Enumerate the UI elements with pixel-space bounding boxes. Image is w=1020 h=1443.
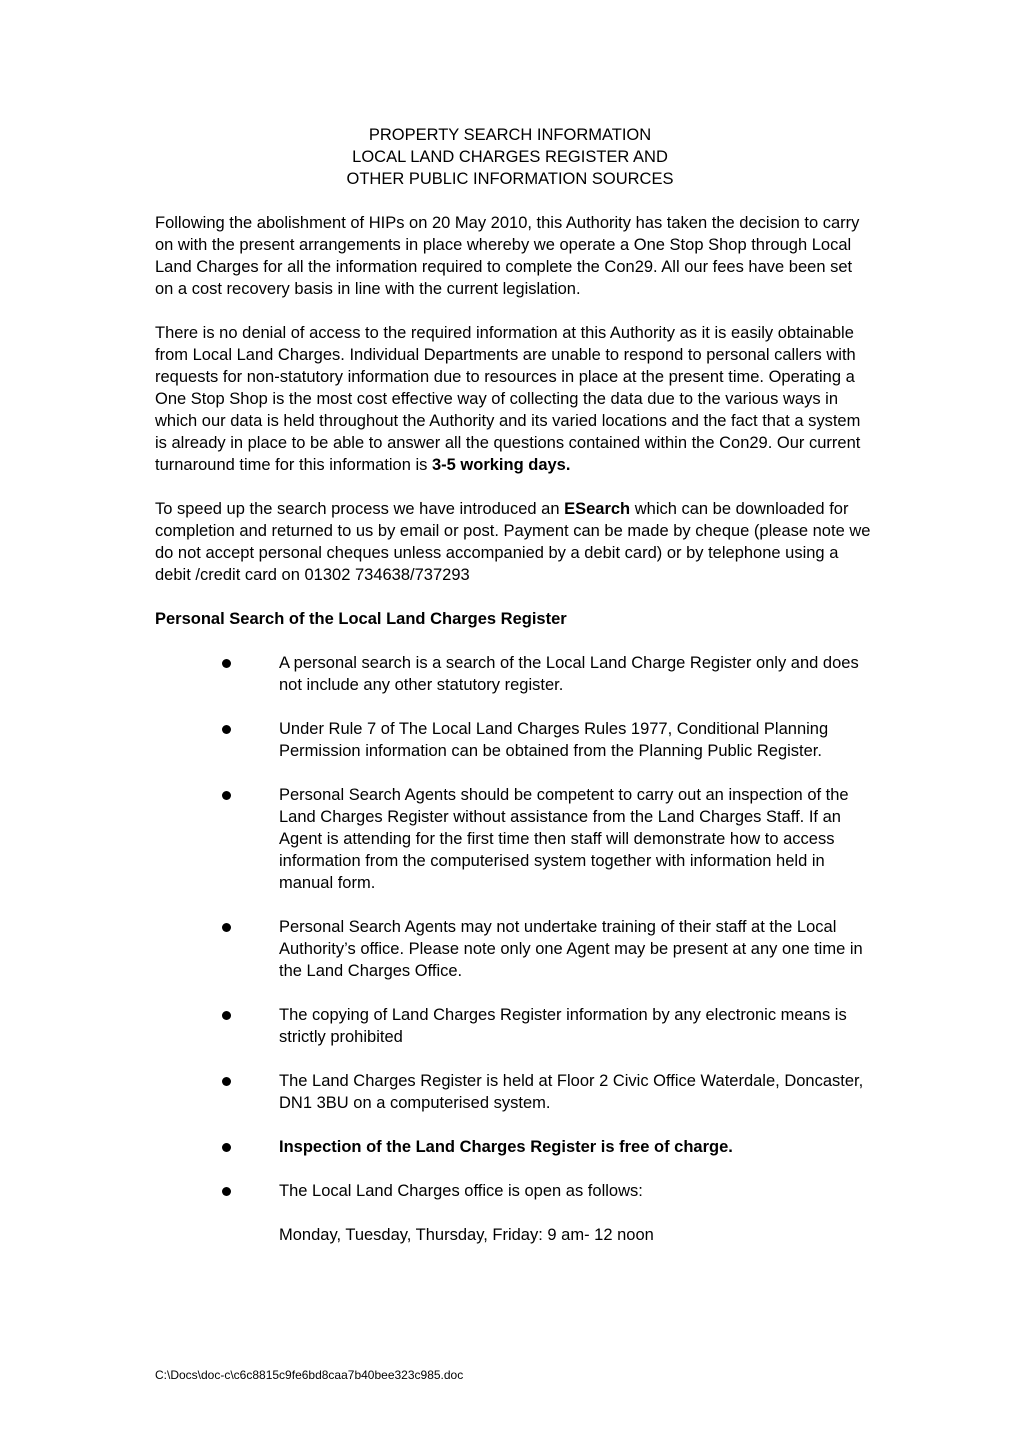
paragraph-esearch xyxy=(155,498,875,586)
bullet-item xyxy=(155,718,875,762)
personal-search-bullet-list xyxy=(155,652,875,1202)
bullet-item xyxy=(155,916,875,982)
paragraph-hips: Following the abolishment of HIPs on 20 May 2010, this Authority has taken the decision to carry on with the present arrangements in place whereby we operate a One Stop Shop through Local Land Charges for all the information required to complete the Con29. All our fees have been set on a cost recovery basis in line with the current legislation. xyxy=(155,214,860,298)
bullet-dot-icon xyxy=(222,1187,231,1196)
bullet-dot-icon xyxy=(222,791,231,800)
footer-file-path: C:\Docs\doc-c\c6c8815c9fe6bd8caa7b40bee323c985.doc xyxy=(155,1368,464,1382)
esearch-term: ESearch xyxy=(564,500,631,518)
paragraph-access xyxy=(155,322,875,476)
bullet-item xyxy=(155,1070,875,1114)
document-title xyxy=(0,124,1020,190)
bullet-item xyxy=(155,784,875,894)
bullet-text: The copying of Land Charges Register information by any electronic means is strictly prohibited xyxy=(279,1006,847,1046)
bullet-item xyxy=(155,1136,875,1158)
bullet-text: Under Rule 7 of The Local Land Charges Rules 1977, Conditional Planning Permission information can be obtained from the Planning Public Register. xyxy=(279,720,829,760)
bullet-dot-icon xyxy=(222,1077,231,1086)
turnaround-time: 3-5 working days. xyxy=(431,456,571,474)
bullet-text: A personal search is a search of the Local Land Charge Register only and does not include any other statutory register. xyxy=(279,654,859,694)
opening-hours: Monday, Tuesday, Thursday, Friday: 9 am- 12 noon xyxy=(279,1226,654,1244)
document-body xyxy=(155,212,875,1246)
bullet-dot-icon xyxy=(222,923,231,932)
bullet-text-free-inspection: Inspection of the Land Charges Register is free of charge. xyxy=(279,1138,733,1156)
bullet-text: The Land Charges Register is held at Floor 2 Civic Office Waterdale, Doncaster, DN1 3BU on a computerised system. xyxy=(279,1072,864,1112)
bullet-dot-icon xyxy=(222,1011,231,1020)
bullet-item xyxy=(155,1180,875,1202)
paragraph-esearch-end: which can be downloaded for completion and returned to us by email or post. Payment can be made by cheque (please note we do not accept personal cheques unless accompanied by a debit card) or by telephone using a debit /credit card on 01302 734638/737293 xyxy=(155,500,871,584)
bullet-text: Personal Search Agents may not undertake training of their staff at the Local Authority’s office. Please note only one Agent may be present at any one time in the Land Charges Office. xyxy=(279,918,863,980)
bullet-dot-icon xyxy=(222,725,231,734)
title-line-2: LOCAL LAND CHARGES REGISTER AND xyxy=(352,148,668,166)
bullet-item xyxy=(155,1004,875,1048)
bullet-text: Personal Search Agents should be competent to carry out an inspection of the Land Charges Register without assistance from the Land Charges Staff. If an Agent is attending for the first time then staff will demonstrate how to access information from the computerised system together with information held in manual form. xyxy=(279,786,849,892)
bullet-item xyxy=(155,652,875,696)
section-heading: Personal Search of the Local Land Charges Register xyxy=(155,610,567,628)
bullet-text: The Local Land Charges office is open as follows: xyxy=(279,1182,643,1200)
bullet-dot-icon xyxy=(222,1143,231,1152)
title-line-3: OTHER PUBLIC INFORMATION SOURCES xyxy=(346,170,674,188)
paragraph-esearch-start: To speed up the search process we have introduced an xyxy=(155,500,565,518)
bullet-dot-icon xyxy=(222,659,231,668)
title-line-1: PROPERTY SEARCH INFORMATION xyxy=(368,126,652,144)
paragraph-access-text: There is no denial of access to the required information at this Authority as it is easily obtainable from Local Land Charges. Individual Departments are unable to respond to personal callers with requests for non-statutory information due to resources in place at the present time. Operating a One Stop Shop is the most cost effective way of collecting the data due to the various ways in which our data is held throughout the Authority and its varied locations and the fact that a system is already in place to be able to answer all the questions contained within the Con29. Our current turnaround time for this information is xyxy=(155,324,861,474)
